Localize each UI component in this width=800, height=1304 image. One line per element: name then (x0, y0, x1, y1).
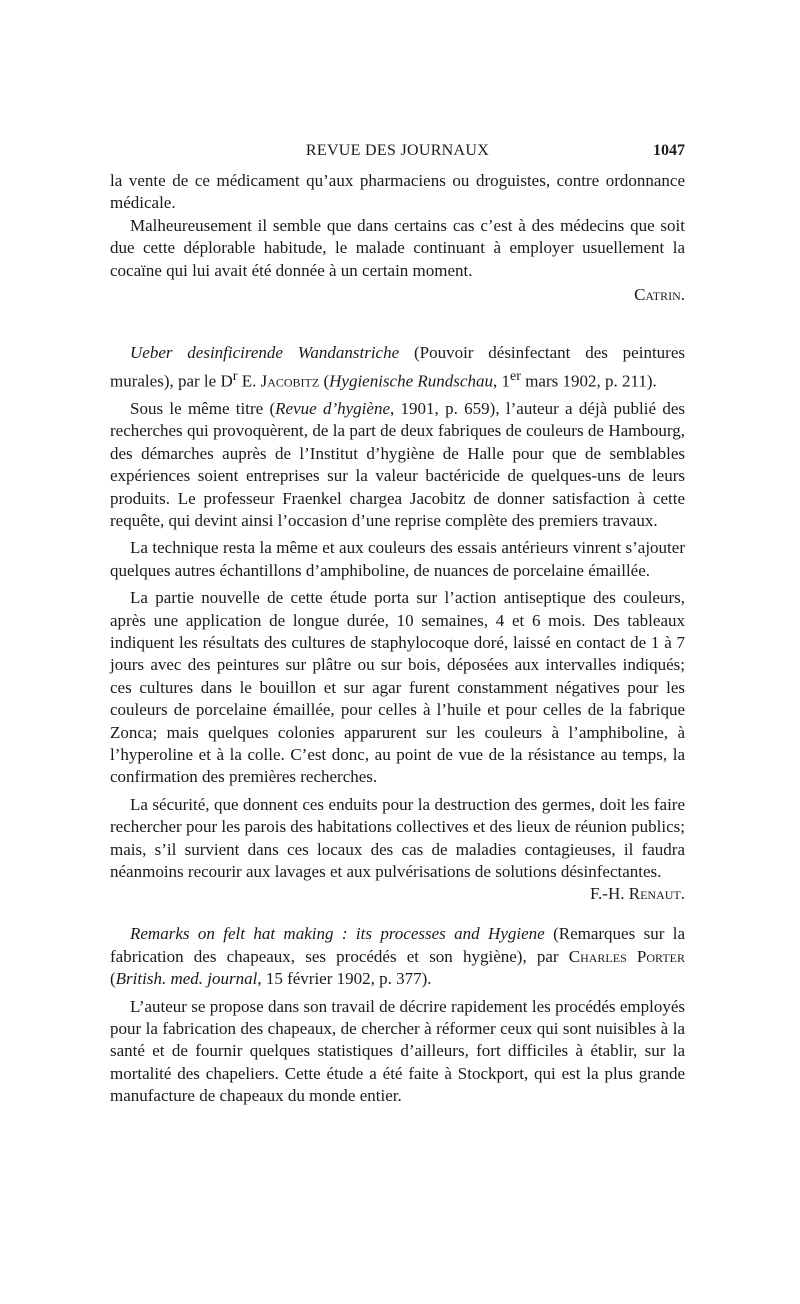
journal-title: Revue d’hygiène (275, 398, 390, 418)
article-reference-felt-hat (110, 923, 685, 990)
paragraph-text: La sécurité, que donnent ces enduits pour la destruction des germes, doit les faire rechercher pour les parois des habitations collectives et des lieux de réunion publics; mais, s’il survient dans ces locaux des cas de maladies contagieuses, il faudra néanmoins recourir aux lavages et aux pulvérisations de solutions désinfectantes. (110, 794, 685, 882)
paragraph-meme-titre (110, 398, 685, 532)
reference-text: ( (319, 371, 330, 391)
reference-text: mars 1902, p. 211). (520, 371, 657, 391)
journal-title: Hygienische Rundschau (329, 371, 493, 391)
paragraph-auteur-propose: L’auteur se propose dans son travail de décrire rapidement les procédés employés pour la fabrication des chapeaux, de chercher à réformer ceux qui sont nuisibles à la santé et de fournir quelques statistiques d’ailleurs, fort difficiles à établir, sur la mortalité des chapeliers. Cette étude a été faite à Stockport, qui est la plus grande manufacture de chapeaux du monde entier. (110, 996, 685, 1106)
page-number: 1047 (653, 142, 685, 159)
author-name: E. Jacobitz (237, 371, 320, 391)
reference-text: (Remarques sur la fabrication des chapeaux, ses procédés et son hygiène), par (110, 924, 685, 966)
signature-renaut: F.-H. Renaut. (589, 884, 685, 904)
reference-text: , 15 février 1902, p. 377). (257, 969, 432, 989)
section-break (110, 306, 685, 342)
paragraph-technique: La technique resta la même et aux couleurs des essais antérieurs vinrent s’ajouter quelques autres échantillons d’amphiboline, de nuances de porcelaine émaillée. (110, 538, 685, 580)
article-title: Ueber desinficirende Wandanstriche (130, 343, 400, 363)
paragraph-continuation: la vente de ce médicament qu’aux pharmaciens ou droguistes, contre ordonnance médicale. (110, 171, 685, 213)
journal-title: British. med. journal (115, 969, 258, 989)
author-name: Charles Porter (568, 946, 685, 966)
paragraph-text: Sous le même titre ( (130, 398, 276, 418)
paragraph-partie-nouvelle: La partie nouvelle de cette étude porta sur l’action antiseptique des couleurs, après une application de longue durée, 10 semaines, 4 et 6 mois. Des tableaux indiquent les résultats des cultures de staphylocoque doré, laissé en contact de 1 à 7 jours avec des peintures sur plâtre ou sur bois, déposées aux intervalles indiqués; ces cultures dans le bouillon et sur agar furent constamment négatives pour les couleurs de porcelaine émaillée, pour celles à l’huile et pour celles de la fabrique Zonca; mais quelques colonies apparurent sur les couleurs à l’amphiboline, à l’hyperoline et à la colle. C’est donc, au point de vue de la résistance au temps, la confirmation des premières recherches. (110, 588, 685, 787)
paragraph-securite (110, 794, 685, 904)
reference-text: (Pouvoir désinfectant des peintures murales), par le D (110, 343, 685, 391)
page-header (110, 140, 685, 164)
article-reference-wandanstriche (110, 342, 685, 392)
paragraph-text: , 1901, p. 659), l’auteur a déjà publié des recherches qui provoquèrent, de la part de deux fabriques de couleurs de Hambourg, des démarches auprès de l’Institut d’hygiène de Halle pour que de semblables expériences soient entreprises sur la valeur bactéricide de quelques-uns de leurs produits. Le professeur Fraenkel chargea Jacobitz de donner satisfaction à cette requête, qui devint ainsi l’occasion d’une reprise complète des premiers travaux. (110, 398, 685, 530)
paragraph-cocaine: Malheureusement il semble que dans certains cas c’est à des médecins que soit due cette déplorable habitude, le malade continuant à employer usuellement la cocaïne qui lui avait été donnée à un certain moment. (110, 215, 685, 280)
reference-text: ( (110, 969, 116, 989)
superscript: r (232, 367, 238, 384)
article-title: Remarks on felt hat making : its processes and Hygiene (130, 924, 545, 944)
running-head: REVUE DES JOURNAUX (305, 142, 490, 159)
document-page (110, 140, 685, 1108)
signature-catrin: Catrin. (634, 285, 685, 305)
reference-text: , 1 (492, 371, 510, 391)
superscript: er (509, 367, 521, 384)
